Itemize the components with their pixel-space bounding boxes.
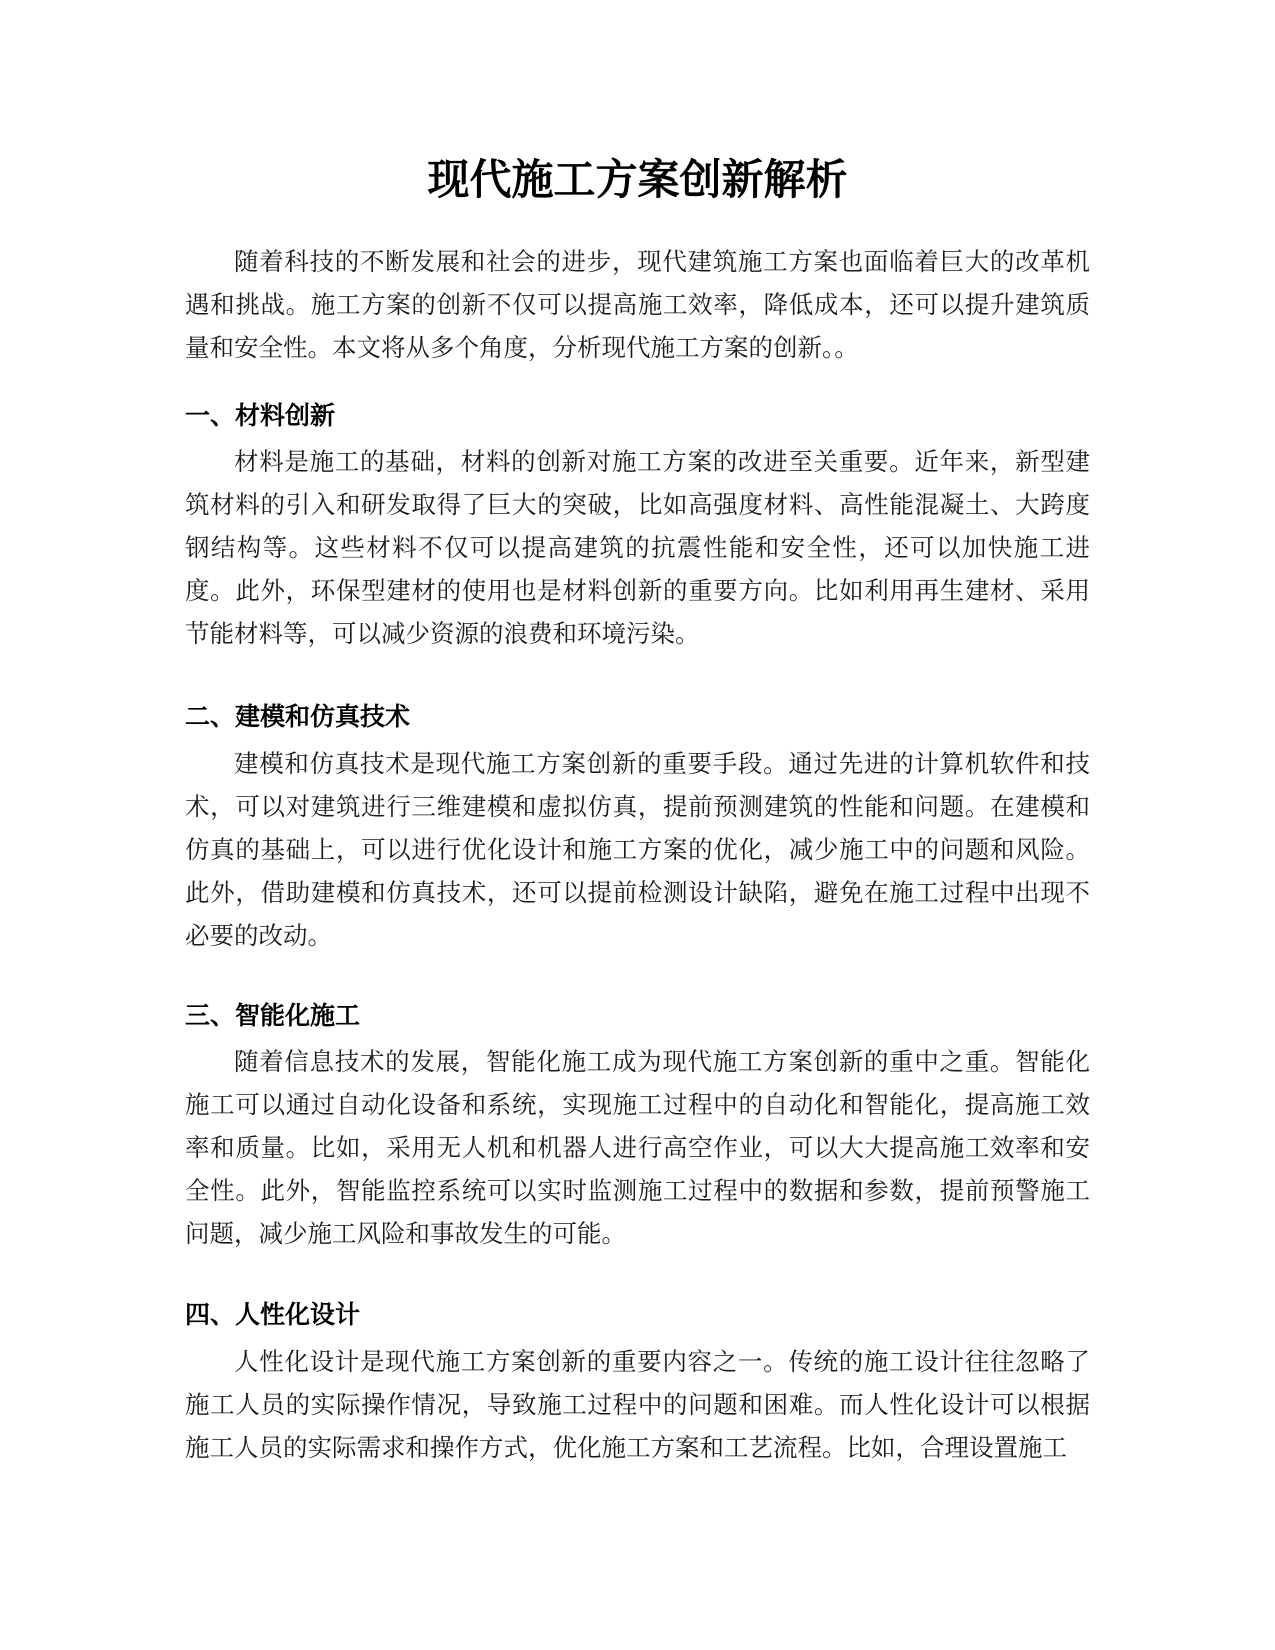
section-body-humanized-design: 人性化设计是现代施工方案创新的重要内容之一。传统的施工设计往往忽略了施工人员的实际操作情况，导致施工过程中的问题和困难。而人性化设计可以根据施工人员的实际需求和操作方式，优化施工方案和工艺流程。比如，合理设置施工	[185, 1347, 1090, 1462]
section-heading-humanized-design: 四、人性化设计	[185, 1300, 361, 1329]
section-body-smart-construction: 随着信息技术的发展，智能化施工成为现代施工方案创新的重中之重。智能化施工可以通过自动化设备和系统，实现施工过程中的自动化和智能化，提高施工效率和质量。比如，采用无人机和机器人进行高空作业，可以大大提高施工效率和安全性。此外，智能监控系统可以实时监测施工过程中的数据和参数，提前预警施工问题，减少施工风险和事故发生的可能。	[185, 1047, 1090, 1248]
section-heading-materials: 一、材料创新	[185, 401, 336, 430]
section-heading-modeling: 二、建模和仿真技术	[185, 702, 411, 731]
section-heading-smart-construction: 三、智能化施工	[185, 1001, 361, 1030]
intro-paragraph: 随着科技的不断发展和社会的进步，现代建筑施工方案也面临着巨大的改革机遇和挑战。施工方案的创新不仅可以提高施工效率，降低成本，还可以提升建筑质量和安全性。本文将从多个角度，分析现代施工方案的创新。。	[185, 247, 1090, 362]
document-title: 现代施工方案创新解析	[427, 155, 848, 204]
section-body-modeling: 建模和仿真技术是现代施工方案创新的重要手段。通过先进的计算机软件和技术，可以对建筑进行三维建模和虚拟仿真，提前预测建筑的性能和问题。在建模和仿真的基础上，可以进行优化设计和施工方案的优化，减少施工中的问题和风险。此外，借助建模和仿真技术，还可以提前检测设计缺陷，避免在施工过程中出现不必要的改动。	[185, 749, 1090, 950]
section-body-materials: 材料是施工的基础，材料的创新对施工方案的改进至关重要。近年来，新型建筑材料的引入和研发取得了巨大的突破，比如高强度材料、高性能混凝土、大跨度钢结构等。这些材料不仅可以提高建筑的抗震性能和安全性，还可以加快施工进度。此外，环保型建材的使用也是材料创新的重要方向。比如利用再生建材、采用节能材料等，可以减少资源的浪费和环境污染。	[185, 447, 1090, 648]
